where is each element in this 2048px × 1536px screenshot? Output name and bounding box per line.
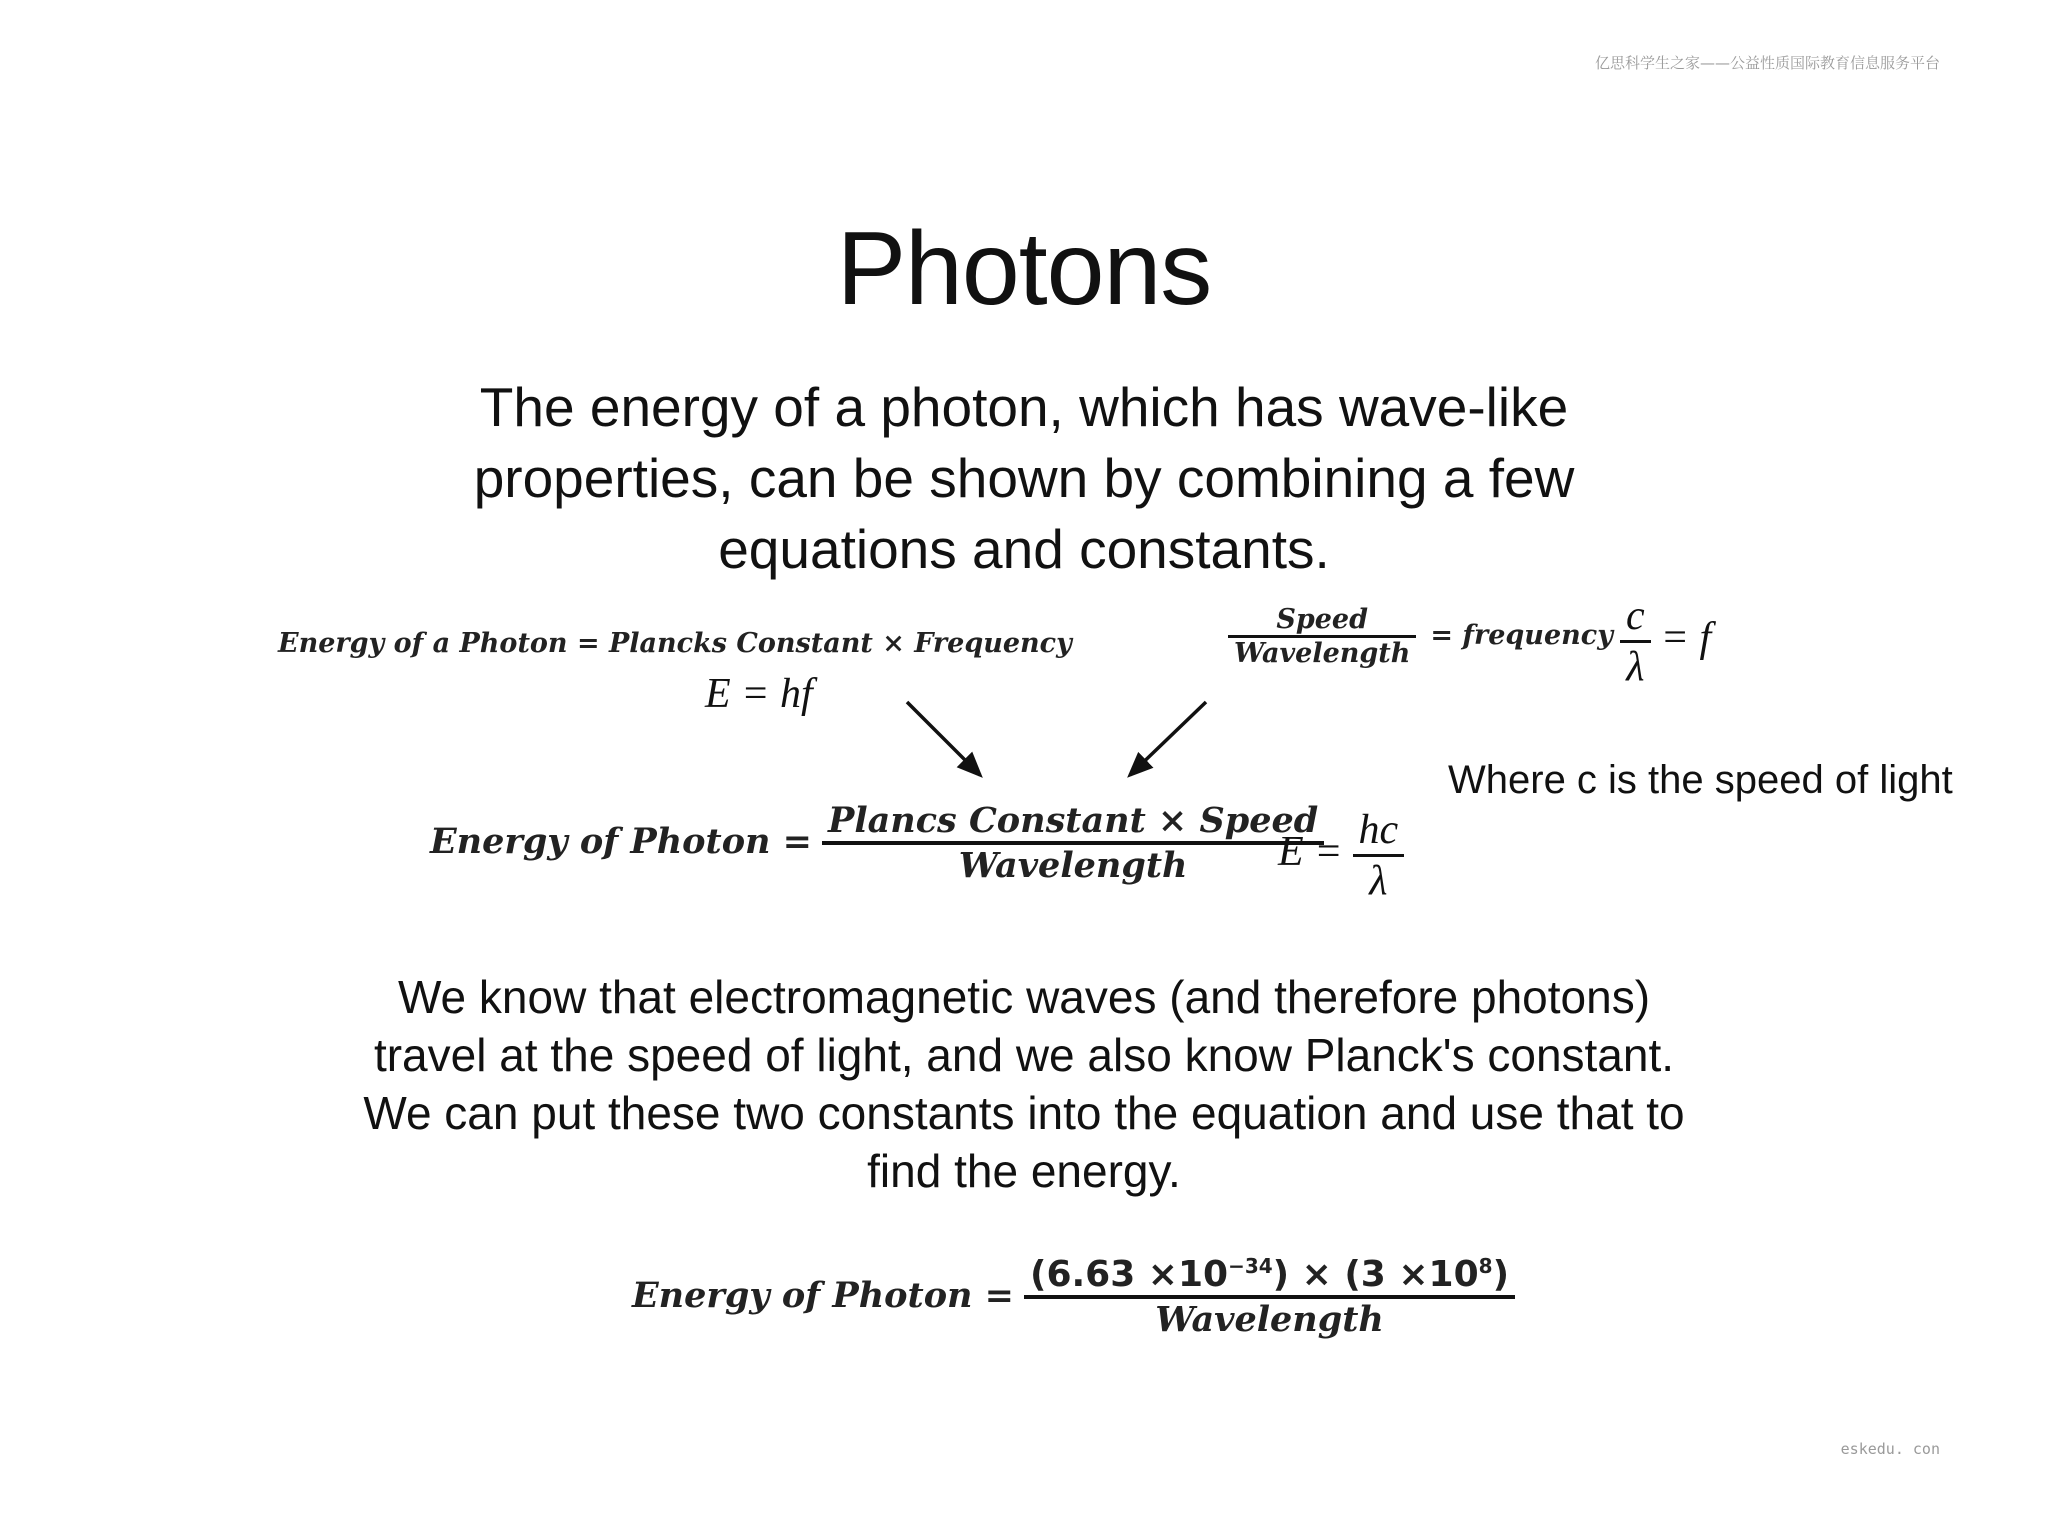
outro-paragraph	[0, 968, 2048, 1200]
outro-line: We know that electromagnetic waves (and therefore photons)	[397, 971, 1651, 1023]
intro-line: The energy of a photon, which has wave-like	[479, 376, 1569, 438]
equation-rhs: = frequency	[1430, 620, 1613, 651]
intro-line: equations and constants.	[718, 518, 1330, 580]
fraction-numerator: Speed	[1276, 604, 1368, 635]
outro-line: find the energy.	[867, 1145, 1181, 1197]
fraction-denominator: Wavelength	[958, 845, 1188, 886]
planck-exponent: −34	[1228, 1254, 1273, 1278]
intro-line: properties, can be shown by combining a few	[473, 447, 1575, 509]
fraction-denominator: Wavelength	[1155, 1299, 1384, 1340]
slide-title: Photons	[836, 211, 1212, 327]
equation-lhs: E =	[1278, 829, 1343, 876]
closing-paren: )	[1492, 1254, 1510, 1295]
equation-energy-symbolic: E = hf	[705, 671, 813, 717]
final-fraction	[1024, 1254, 1515, 1340]
fraction-denominator: Wavelength	[1234, 638, 1411, 669]
equation-energy-words: Energy of a Photon = Plancks Constant × Frequency	[278, 628, 1072, 659]
equation-rhs: = f	[1660, 615, 1712, 662]
fraction-numerator: Plancs Constant × Speed	[828, 800, 1319, 841]
left-arrow	[907, 702, 980, 775]
outro-line: We can put these two constants into the equation and use that to	[363, 1087, 1685, 1139]
speed-of-light-note: Where c is the speed of light	[1448, 758, 1953, 802]
speed-exponent: 8	[1478, 1254, 1493, 1278]
equation-lhs: Energy of Photon =	[430, 820, 812, 862]
fraction-numerator: hc	[1358, 807, 1399, 853]
planck-constant-value: (6.63 ×10	[1030, 1254, 1229, 1295]
fraction-numerator	[1024, 1254, 1515, 1295]
watermark-bottom: eskedu. con	[1840, 1440, 1940, 1458]
equation-combined-words	[430, 800, 1324, 886]
fraction-numerator: c	[1626, 593, 1645, 639]
equation-lhs: Energy of Photon =	[632, 1274, 1014, 1316]
combined-fraction	[822, 800, 1324, 886]
equation-combined-symbolic	[1278, 806, 1404, 905]
right-arrow	[1130, 702, 1206, 775]
fraction-denominator: λ	[1626, 644, 1645, 690]
outro-line: travel at the speed of light, and we also know Planck's constant.	[373, 1029, 1675, 1081]
watermark-top: 亿思科学生之家——公益性质国际教育信息服务平台	[1594, 54, 1940, 72]
multiply-speed-value: ) × (3 ×10	[1272, 1254, 1479, 1295]
hc-over-lambda-fraction	[1353, 806, 1405, 905]
fraction-denominator: λ	[1369, 858, 1388, 904]
equation-final	[632, 1254, 1515, 1340]
